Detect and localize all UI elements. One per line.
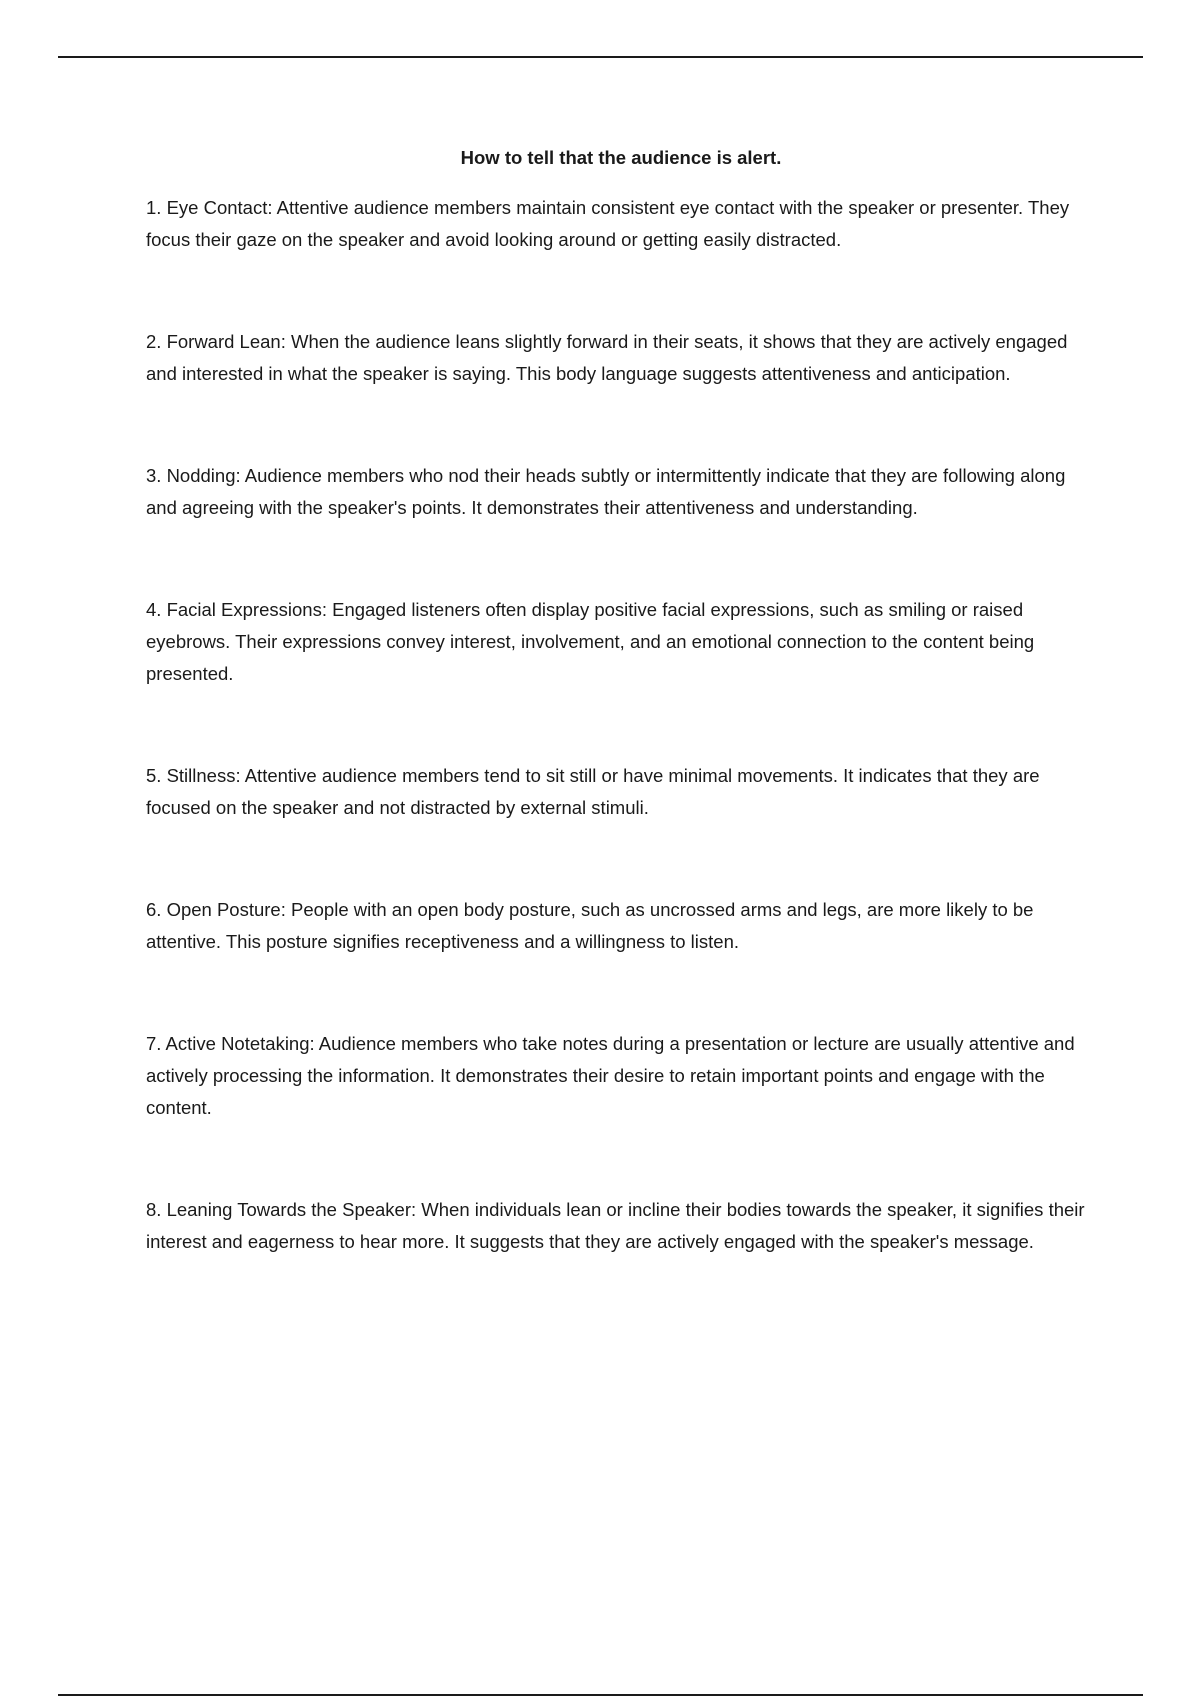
list-item: 5. Stillness: Attentive audience members tend to sit still or have minimal movements. It indicates that they are focused on the speaker and not distracted by external stimuli. bbox=[146, 765, 1040, 818]
list-item: 1. Eye Contact: Attentive audience members maintain consistent eye contact with the speaker or presenter. They focus their gaze on the speaker and avoid looking around or getting easily distracted. bbox=[146, 197, 1070, 250]
list-item: 2. Forward Lean: When the audience leans slightly forward in their seats, it shows that they are actively engaged and interested in what the speaker is saying. This body language suggests attentiveness and anticipation. bbox=[146, 331, 1068, 384]
list-item: 6. Open Posture: People with an open body posture, such as uncrossed arms and legs, are more likely to be attentive. This posture signifies receptiveness and a willingness to listen. bbox=[146, 899, 1034, 952]
list-item: 4. Facial Expressions: Engaged listeners often display positive facial expressions, such as smiling or raised eyebrows. Their expressions convey interest, involvement, and an emotional connection to the content being presented. bbox=[146, 599, 1035, 684]
document-title: How to tell that the audience is alert. bbox=[460, 147, 782, 168]
list-item: 8. Leaning Towards the Speaker: When individuals lean or incline their bodies towards the speaker, it signifies their interest and eagerness to hear more. It suggests that they are actively engaged with the speaker's message. bbox=[146, 1199, 1085, 1252]
list-item: 7. Active Notetaking: Audience members who take notes during a presentation or lecture are usually attentive and actively processing the information. It demonstrates their desire to retain important points and engage with the content. bbox=[146, 1033, 1075, 1118]
footer-rule bbox=[58, 1694, 1143, 1696]
header-rule bbox=[58, 56, 1143, 58]
list-item: 3. Nodding: Audience members who nod their heads subtly or intermittently indicate that they are following along and agreeing with the speaker's points. It demonstrates their attentiveness and understanding. bbox=[146, 465, 1066, 518]
document-body bbox=[146, 142, 1096, 1258]
